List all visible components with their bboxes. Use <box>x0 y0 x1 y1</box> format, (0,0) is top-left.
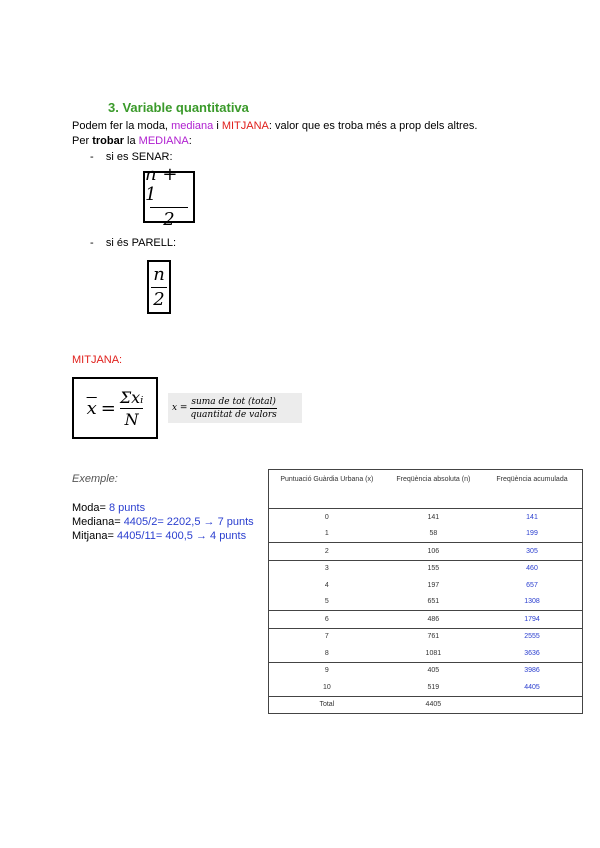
cell-n: 761 <box>385 628 482 645</box>
cell-n: 141 <box>427 513 440 521</box>
per-text: Per <box>72 135 93 147</box>
bullet-senar-text: si es SENAR: <box>105 151 173 163</box>
header-puntuacio: Puntuació Guàrdia Urbana (x) <box>269 470 385 509</box>
mean-denominator: N <box>124 409 139 429</box>
moda-label: Moda= <box>72 502 109 514</box>
intro-text-2: i <box>213 120 222 132</box>
table-row <box>269 611 583 629</box>
section-heading: 3. Variable quantitativa <box>108 100 249 115</box>
mitjana-value: 4405/11= 400,5 → 4 punts <box>116 530 247 542</box>
cell-cum: 141 <box>526 513 538 521</box>
formula-parell-denominator: 2 <box>153 288 165 310</box>
cell-n: 1081 <box>425 649 442 657</box>
per-trobar-line <box>72 135 192 147</box>
cell-n: 155 <box>385 560 482 577</box>
bullet-dash: - <box>90 237 94 249</box>
cell-cum: 1308 <box>524 598 540 606</box>
table-header-row <box>269 470 583 509</box>
formula-senar-denominator: 2 <box>163 208 175 230</box>
fraction-bar <box>190 408 276 409</box>
intro-text-3: : valor que es troba més a prop dels altres. <box>268 120 478 132</box>
cell-cum: 2555 <box>482 628 583 645</box>
mediana-label: Mediana= <box>72 516 124 528</box>
cell-n: 519 <box>427 683 440 691</box>
cell-n: 106 <box>385 543 482 561</box>
table-row <box>269 662 583 679</box>
intro-text-1: Podem fer la moda, <box>72 120 172 132</box>
trobar-bold: trobar <box>92 135 124 147</box>
fraction-bar <box>151 287 167 288</box>
cell-cum: 657 <box>526 581 538 589</box>
cell-n: 486 <box>385 611 482 629</box>
cell-n: 651 <box>427 598 440 606</box>
mean-word-formula <box>168 393 302 423</box>
table-row <box>269 543 583 561</box>
mean-formula <box>72 377 158 439</box>
table-row <box>269 526 583 543</box>
per-trobar-mediana: MEDIANA <box>138 135 189 147</box>
total-empty <box>482 696 583 714</box>
cell-cum: 1794 <box>482 611 583 629</box>
cell-x: 1 <box>324 530 329 538</box>
cell-x: 8 <box>324 649 329 657</box>
total-value: 4405 <box>385 696 482 714</box>
bullet-dash: - <box>90 151 94 163</box>
bullet-senar <box>90 151 173 163</box>
moda-line <box>72 502 145 514</box>
cell-x: 3 <box>269 560 385 577</box>
formula-senar <box>143 163 195 230</box>
table-row <box>269 628 583 645</box>
cell-cum: 305 <box>482 543 583 561</box>
header-freq-acumulada: Freqüència acumulada <box>482 470 583 509</box>
table-row <box>269 645 583 662</box>
cell-cum: 3986 <box>482 662 583 679</box>
table-row <box>269 509 583 526</box>
table-row <box>269 577 583 594</box>
word-formula-numerator: suma de tot (total) <box>191 396 276 407</box>
table-row <box>269 679 583 696</box>
cell-n: 405 <box>385 662 482 679</box>
moda-value: 8 punts <box>109 502 146 514</box>
formula-parell <box>147 260 171 314</box>
fraction-bar <box>150 207 188 208</box>
mitjana-line <box>72 530 246 542</box>
intro-mitjana: MITJANA <box>221 120 269 132</box>
mean-equals: = <box>100 397 116 419</box>
cell-cum: 199 <box>526 530 538 538</box>
formula-senar-numerator: n + 1 <box>145 163 178 205</box>
total-label: Total <box>269 696 385 714</box>
mediana-line <box>72 516 254 528</box>
word-formula-lhs: x = <box>172 403 188 413</box>
mediana-value: 4405/2= 2202,5 → 7 punts <box>123 516 254 528</box>
cell-x: 2 <box>269 543 385 561</box>
cell-x: 0 <box>324 513 329 521</box>
cell-x: 10 <box>322 683 331 691</box>
la-text: la <box>123 135 139 147</box>
mitjana-label: MITJANA: <box>72 354 123 366</box>
cell-x: 9 <box>269 662 385 679</box>
frequency-table <box>268 469 583 714</box>
example-title: Exemple: <box>72 473 118 485</box>
colon-text: : <box>188 135 192 147</box>
cell-x: 7 <box>269 628 385 645</box>
cell-n: 58 <box>429 530 438 538</box>
word-formula-denominator: quantitat de valors <box>190 409 277 420</box>
fraction-bar <box>120 408 144 409</box>
table-total-row <box>269 696 583 714</box>
cell-cum: 460 <box>482 560 583 577</box>
cell-x: 5 <box>324 598 329 606</box>
cell-n: 197 <box>427 581 440 589</box>
intro-line <box>72 120 477 132</box>
bullet-parell-text: si és PARELL: <box>105 237 177 249</box>
mean-x-bar: $\overline{x}$ <box>86 397 97 419</box>
formula-parell-numerator: n <box>153 263 165 285</box>
cell-x: 6 <box>269 611 385 629</box>
table-row <box>269 594 583 611</box>
cell-cum: 4405 <box>524 683 540 691</box>
mean-numerator: Σxᵢ <box>119 387 144 407</box>
mitjana-example-label: Mitjana= <box>72 530 117 542</box>
header-freq-absoluta: Freqüència absoluta (n) <box>385 470 482 509</box>
cell-x: 4 <box>324 581 329 589</box>
bullet-parell <box>90 237 176 249</box>
intro-mediana: mediana <box>171 120 214 132</box>
cell-cum: 3636 <box>524 649 540 657</box>
table-row <box>269 560 583 577</box>
